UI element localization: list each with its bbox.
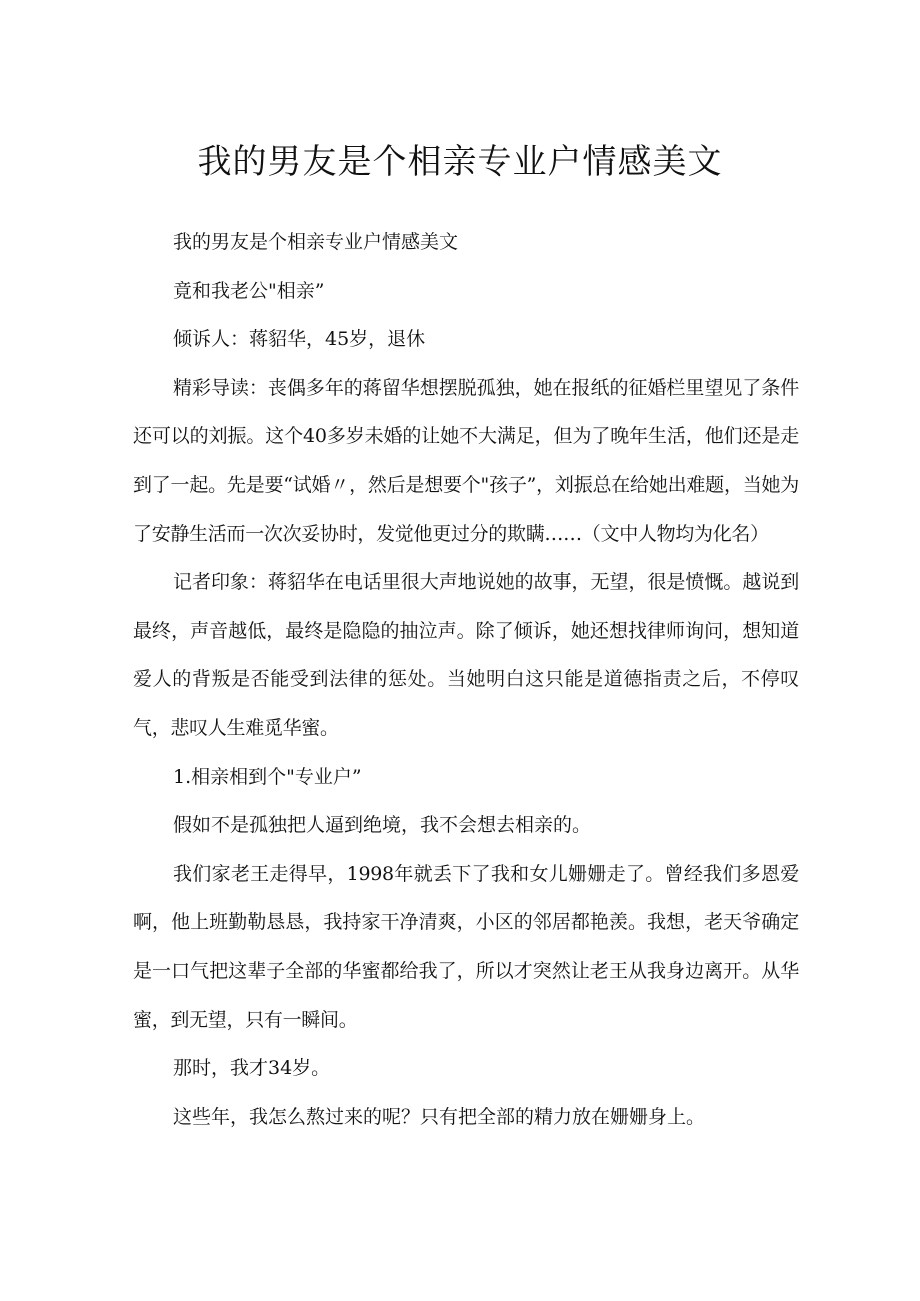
paragraph-story-4: 这些年，我怎么熬过来的呢？只有把全部的精力放在姗姗身上。 [173, 1105, 706, 1128]
paragraph-headline: 竟和我老公"相亲” [173, 279, 325, 302]
paragraph-narrator: 倾诉人：蒋貂华，45岁，退休 [173, 328, 426, 351]
document-body [133, 218, 799, 1141]
paragraph-story-3: 那时，我才34岁。 [173, 1057, 331, 1080]
paragraph-story-1: 假如不是孤独把人逼到绝境，我不会想去相亲的。 [173, 814, 592, 837]
section-heading: 1.相亲相到个"专业户” [173, 765, 362, 788]
paragraph-highlights: 精彩导读：丧偶多年的蒋留华想摆脱孤独，她在报纸的征婚栏里望见了条件还可以的刘振。这个40多岁未婚的让她不大满足，但为了晚年生活，他们还是走到了一起。先是要“试婚〃，然后是想要个"孩子”，刘振总在给她出难题，当她为了安静生活而一次次妥协时，发觉他更过分的欺瞒……（文中人物均为化名） [133, 376, 799, 545]
paragraph-reporter-impression: 记者印象：蒋貂华在电话里很大声地说她的故事，无望，很是愤慨。越说到最终，声音越低，最终是隐隐的抽泣声。除了倾诉，她还想找律师询问，想知道爱人的背叛是否能受到法律的惩处。当她明白这只能是道德指责之后，不停叹气，悲叹人生难觅华蜜。 [133, 571, 799, 739]
document-title: 我的男友是个相亲专业户情感美文 [197, 142, 723, 182]
paragraph-subtitle: 我的男友是个相亲专业户情感美文 [173, 231, 459, 253]
paragraph-story-2: 我们家老王走得早，1998年就丢下了我和女儿姗姗走了。曾经我们多恩爱啊，他上班勤勒恳恳，我持家干净清爽，小区的邻居都艳羡。我想，老天爷确定是一口气把这辈子全部的华蜜都给我了，所以才突然让老王从我身边离开。从华蜜，到无望，只有一瞬间。 [133, 862, 799, 1031]
